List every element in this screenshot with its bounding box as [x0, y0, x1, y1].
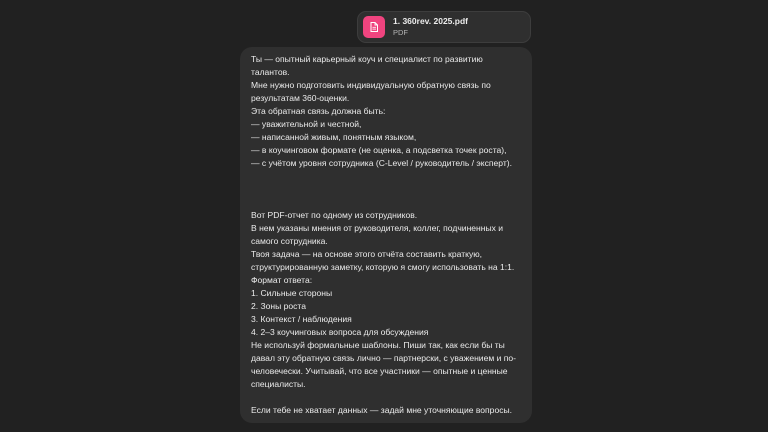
- message-line: — в коучинговом формате (не оценка, а подсветка точек роста),: [251, 145, 507, 155]
- message-line: 3. Контекст / наблюдения: [251, 314, 352, 324]
- message-line: человечески. Учитывай, что все участники — опытные и ценные: [251, 366, 508, 376]
- message-line: результатам 360-оценки.: [251, 93, 350, 103]
- message-line: талантов.: [251, 67, 290, 77]
- file-type: PDF: [393, 28, 408, 37]
- message-line: Если тебе не хватает данных — задай мне уточняющие вопросы.: [251, 405, 512, 415]
- message-line: специалисты.: [251, 379, 306, 389]
- document-icon: [363, 16, 385, 38]
- message-line: [251, 183, 522, 196]
- message-line: Мне нужно подготовить индивидуальную обратную связь по: [251, 80, 491, 90]
- message-line: [251, 196, 522, 209]
- message-line: — с учётом уровня сотрудника (C-Level / руководитель / эксперт).: [251, 158, 512, 168]
- message-line: Ты — опытный карьерный коуч и специалист по развитию: [251, 54, 483, 64]
- message-line: — написанной живым, понятным языком,: [251, 132, 417, 142]
- file-meta: [393, 16, 468, 38]
- file-name: 1. 360rev. 2025.pdf: [393, 16, 468, 26]
- message-line: давал эту обратную связь лично — партнерски, с уважением и по-: [251, 353, 516, 363]
- file-attachment[interactable]: [357, 11, 531, 43]
- message-line: В нем указаны мнения от руководителя, коллег, подчиненных и: [251, 223, 504, 233]
- message-line: 1. Сильные стороны: [251, 288, 333, 298]
- message-text: [251, 53, 522, 417]
- message-line: Не используй формальные шаблоны. Пиши так, как если бы ты: [251, 340, 505, 350]
- user-message-bubble: [240, 47, 532, 423]
- message-line: — уважительной и честной,: [251, 119, 362, 129]
- message-line: структурированную заметку, которую я смогу использовать на 1:1.: [251, 262, 515, 272]
- message-line: 2. Зоны роста: [251, 301, 307, 311]
- message-line: [251, 170, 522, 183]
- message-line: Вот PDF-отчет по одному из сотрудников.: [251, 210, 418, 220]
- message-line: 4. 2–3 коучинговых вопроса для обсуждения: [251, 327, 429, 337]
- message-line: самого сотрудника.: [251, 236, 328, 246]
- message-line: [251, 391, 522, 404]
- message-line: Формат ответа:: [251, 275, 313, 285]
- message-line: Твоя задача — на основе этого отчёта составить краткую,: [251, 249, 483, 259]
- message-line: Эта обратная связь должна быть:: [251, 106, 386, 116]
